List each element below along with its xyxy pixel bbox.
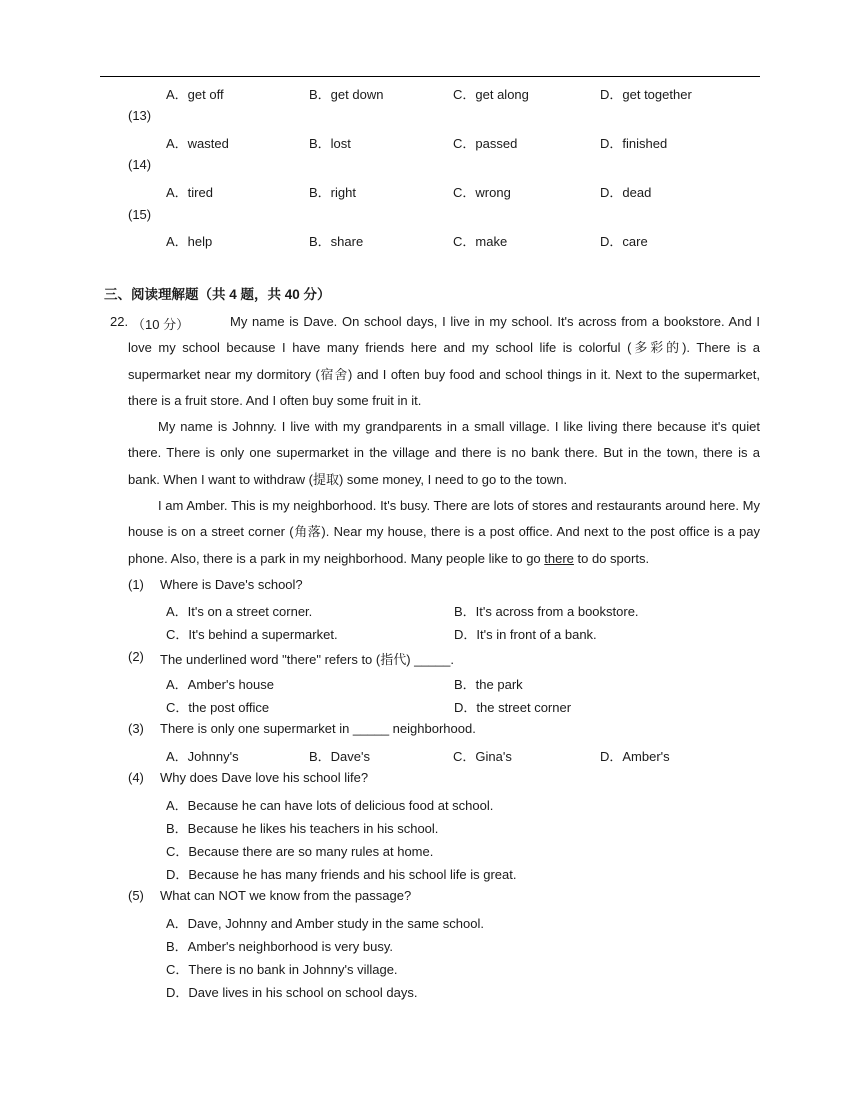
page-top-rule [100, 76, 760, 77]
paragraph-3-text-after: to do sports. [573, 550, 650, 566]
section-title: 三、阅读理解题（共 4 题，共 40 分） [104, 287, 331, 302]
option-c[interactable]: C．make [453, 234, 508, 249]
option-b[interactable]: B．right [309, 185, 356, 200]
option-a[interactable]: A．It's on a street corner. [166, 604, 313, 619]
option-a[interactable]: A．Amber's house [166, 677, 274, 692]
sub-question-stem: What can NOT we know from the passage? [160, 888, 412, 903]
option-c[interactable]: C．Gina's [453, 749, 512, 764]
question-number: (14) [128, 157, 152, 172]
sub-question-number: (4) [128, 770, 144, 785]
question-number: (13) [128, 108, 152, 123]
option-d[interactable]: D．Dave lives in his school on school days. [166, 985, 418, 1000]
option-b[interactable]: B．Amber's neighborhood is very busy. [166, 939, 393, 954]
option-a[interactable]: A．tired [166, 185, 213, 200]
option-c[interactable]: C．It's behind a supermarket. [166, 627, 338, 642]
sub-question-stem: Where is Dave's school? [160, 577, 303, 592]
sub-question-stem: Why does Dave love his school life? [160, 770, 369, 785]
option-c[interactable]: C．get along [453, 87, 529, 102]
passage-paragraph-1 [128, 309, 760, 414]
paragraph-2-text: My name is Johnny. I live with my grandparents in a small village. I like living there because it's quiet there. There is only one supermarket in the village and there is no bank there. But in the town, there is a bank. When I want to withdraw (提取) some money, I need to go to the town. [128, 419, 760, 487]
option-b[interactable]: B．It's across from a bookstore. [454, 604, 639, 619]
option-b[interactable]: B．share [309, 234, 364, 249]
option-b[interactable]: B．get down [309, 87, 384, 102]
option-d[interactable]: D．It's in front of a bank. [454, 627, 597, 642]
option-c[interactable]: C．There is no bank in Johnny's village. [166, 962, 398, 977]
option-a[interactable]: A．get off [166, 87, 224, 102]
option-b[interactable]: B．Because he likes his teachers in his school. [166, 821, 439, 836]
sub-question-number: (3) [128, 721, 144, 736]
option-c[interactable]: C．Because there are so many rules at home. [166, 844, 434, 859]
sub-question-stem: The underlined word "there" refers to (指代) _____. [160, 652, 454, 667]
sub-question-number: (2) [128, 649, 144, 664]
sub-question-number: (5) [128, 888, 144, 903]
option-c[interactable]: C．passed [453, 136, 518, 151]
option-a[interactable]: A．Dave, Johnny and Amber study in the same school. [166, 916, 484, 931]
paragraph-3-text-before: I am Amber. This is my neighborhood. It's busy. There are lots of stores and restaurants around here. My house is on a street corner (角落). Near my house, there is a post office. And next to the post office is a pay phone. Also, there is a park in my neighborhood. Many people like to go [128, 498, 760, 566]
question-22-number: 22. [110, 314, 129, 329]
option-d[interactable]: D．the street corner [454, 700, 572, 715]
option-d[interactable]: D．get together [600, 87, 692, 102]
question-22-score: （10 分） [132, 317, 190, 332]
paragraph-1-text: My name is Dave. On school days, I live in my school. It's across from a bookstore. And I love my school because I have many friends here and my school life is colorful (多彩的). There is a supermarket near my dormitory (宿舍) and I often buy food and school things in it. Next to the supermarket, there is a fruit store. And I often buy some fruit in it. [128, 314, 760, 408]
option-d[interactable]: D．care [600, 234, 648, 249]
option-d[interactable]: D．finished [600, 136, 668, 151]
option-a[interactable]: A．Because he can have lots of delicious food at school. [166, 798, 494, 813]
option-d[interactable]: D．Amber's [600, 749, 670, 764]
option-b[interactable]: B．lost [309, 136, 351, 151]
passage-paragraph-2 [128, 414, 760, 493]
option-c[interactable]: C．wrong [453, 185, 511, 200]
option-a[interactable]: A．Johnny's [166, 749, 239, 764]
passage-paragraph-3 [128, 493, 760, 572]
option-a[interactable]: A．help [166, 234, 213, 249]
option-b[interactable]: B．Dave's [309, 749, 371, 764]
sub-question-stem: There is only one supermarket in _____ neighborhood. [160, 721, 476, 736]
option-b[interactable]: B．the park [454, 677, 523, 692]
sub-question-number: (1) [128, 577, 144, 592]
question-number: (15) [128, 207, 152, 222]
underlined-word: there [544, 550, 574, 566]
option-c[interactable]: C．the post office [166, 700, 270, 715]
option-d[interactable]: D．dead [600, 185, 652, 200]
option-a[interactable]: A．wasted [166, 136, 229, 151]
option-d[interactable]: D．Because he has many friends and his school life is great. [166, 867, 517, 882]
